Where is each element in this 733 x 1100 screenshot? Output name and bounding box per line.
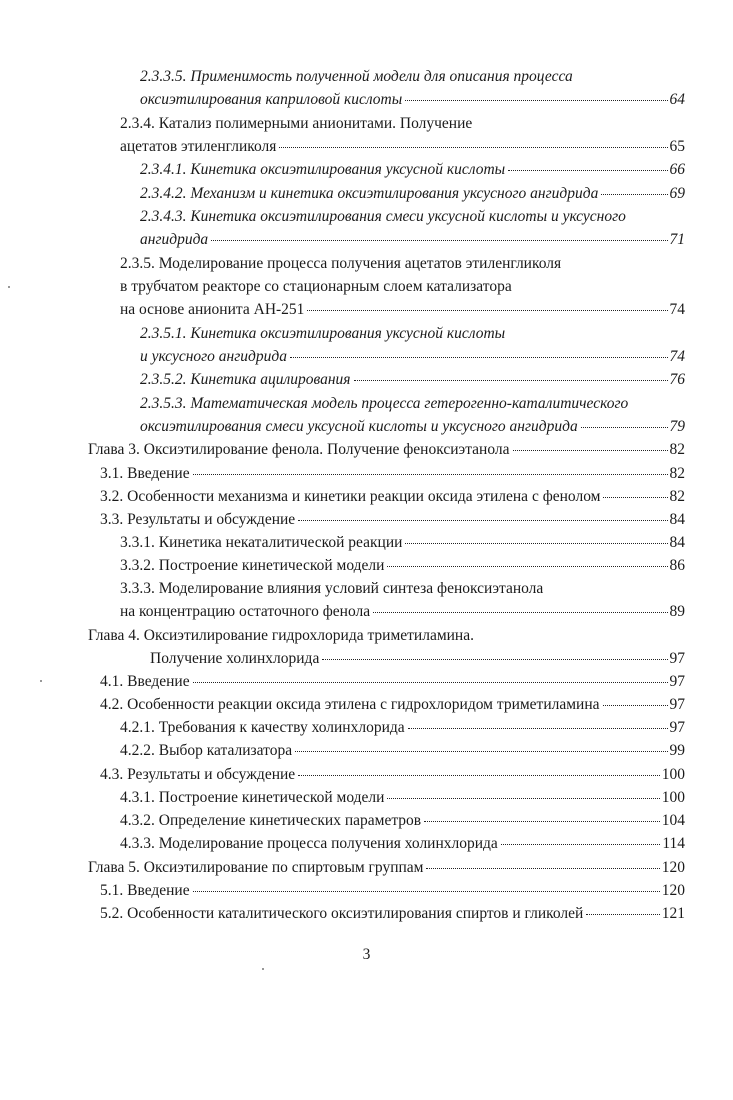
toc-page-number: 74 — [669, 348, 685, 365]
dot-leader — [295, 751, 667, 752]
dot-leader — [307, 310, 667, 311]
toc-entry-title: Глава 4. Оксиэтилирование гидрохлорида триметиламина. — [88, 627, 474, 644]
toc-entry[interactable] — [140, 322, 685, 368]
toc-page-number: 114 — [662, 835, 685, 852]
toc-entry-title: 4.2.1. Требования к качеству холинхлорида — [120, 719, 405, 736]
dot-leader — [513, 450, 668, 451]
toc-entry-title: 5.1. Введение — [100, 882, 190, 899]
toc-entry[interactable] — [100, 508, 685, 531]
toc-entry-title: 4.3.2. Определение кинетических параметров — [120, 812, 422, 829]
toc-entry-title: 2.3.4.1. Кинетика оксиэтилирования уксусной кислоты — [140, 161, 506, 178]
dot-leader — [426, 868, 659, 869]
dot-leader — [211, 240, 667, 241]
toc-entry-title: оксиэтилирования смеси уксусной кислоты и уксусного ангидрида — [140, 418, 578, 435]
toc-entry[interactable] — [100, 902, 685, 925]
toc-entry-title: 3.3. Результаты и обсуждение — [100, 511, 296, 528]
toc-entry-title: Получение холинхлорида — [150, 650, 320, 667]
toc-entry[interactable] — [120, 112, 685, 158]
dot-leader — [405, 100, 667, 101]
dot-leader — [603, 497, 667, 498]
toc-entry-title: 4.3. Результаты и обсуждение — [100, 766, 296, 783]
toc-page-number: 71 — [669, 231, 685, 248]
toc-entry-title: 3.3.1. Кинетика некаталитической реакции — [120, 534, 403, 551]
page-number: 3 — [362, 946, 371, 963]
dot-leader — [387, 798, 659, 799]
dot-leader — [298, 520, 667, 521]
toc-entry[interactable] — [120, 832, 685, 855]
toc-page-number: 86 — [669, 557, 685, 574]
toc-entry[interactable] — [88, 624, 685, 670]
dot-leader — [586, 914, 659, 915]
toc-entry[interactable] — [120, 554, 685, 577]
toc-entry-title: 2.3.5. Моделирование процесса получения ацетатов этиленгликоля — [120, 255, 562, 272]
toc-entry[interactable] — [120, 716, 685, 739]
toc-entry-title: 3.2. Особенности механизма и кинетики реакции оксида этилена с фенолом — [100, 488, 601, 505]
toc-entry[interactable] — [120, 739, 685, 762]
toc-entry[interactable] — [100, 462, 685, 485]
toc-entry-title: 4.3.3. Моделирование процесса получения холинхлорида — [120, 835, 498, 852]
scan-speck — [8, 286, 10, 288]
toc-entry-title: 2.3.5.1. Кинетика оксиэтилирования уксусной кислоты — [140, 325, 506, 342]
toc-page-number: 100 — [661, 789, 685, 806]
toc-page-number: 97 — [669, 696, 685, 713]
toc-entry-title: Глава 3. Оксиэтилирование фенола. Получение феноксиэтанола — [88, 441, 510, 458]
toc-page-number: 84 — [669, 534, 685, 551]
toc-entry[interactable] — [100, 693, 685, 716]
toc-entry[interactable] — [140, 368, 685, 391]
toc-entry-title: 3.3.3. Моделирование влияния условий синтеза феноксиэтанола — [120, 580, 544, 597]
dot-leader — [581, 427, 668, 428]
toc-entry[interactable] — [100, 670, 685, 693]
toc-page-number: 121 — [661, 905, 685, 922]
toc-entry-title: Глава 5. Оксиэтилирование по спиртовым группам — [88, 859, 424, 876]
toc-page-number: 84 — [669, 511, 685, 528]
toc-entry[interactable] — [100, 485, 685, 508]
toc-entry[interactable] — [120, 252, 685, 321]
dot-leader — [193, 682, 668, 683]
toc-entry-title: 4.1. Введение — [100, 673, 190, 690]
toc-entry-title: 2.3.3.5. Применимость полученной модели для описания процесса — [140, 68, 573, 85]
toc-page-number: 74 — [669, 301, 685, 318]
toc-page-number: 97 — [669, 650, 685, 667]
dot-leader — [405, 543, 667, 544]
toc-entry-title: 4.2. Особенности реакции оксида этилена с гидрохлоридом триметиламина — [100, 696, 600, 713]
toc-page-number: 97 — [669, 673, 685, 690]
toc-entry-title: 2.3.4.3. Кинетика оксиэтилирования смеси уксусной кислоты и уксусного — [140, 208, 626, 225]
dot-leader — [373, 612, 667, 613]
dot-leader — [601, 194, 667, 195]
toc-entry-title: на концентрацию остаточного фенола — [120, 603, 371, 620]
dot-leader — [193, 474, 668, 475]
toc-page-number: 97 — [669, 719, 685, 736]
toc-page-number: 66 — [669, 161, 685, 178]
toc-page-number: 89 — [669, 603, 685, 620]
toc-page-number: 82 — [669, 488, 685, 505]
toc-page-number: 82 — [669, 465, 685, 482]
toc-entry[interactable] — [120, 786, 685, 809]
toc-entry-title: 3.3.2. Построение кинетической модели — [120, 557, 385, 574]
toc-page-number: 69 — [669, 185, 685, 202]
scan-speck — [40, 680, 42, 682]
toc-page-number: 65 — [669, 138, 685, 155]
toc-entry[interactable] — [100, 763, 685, 786]
dot-leader — [354, 380, 668, 381]
toc-page-number: 64 — [669, 91, 685, 108]
toc-entry[interactable] — [140, 392, 685, 438]
dot-leader — [508, 170, 667, 171]
toc-entry[interactable] — [120, 577, 685, 623]
toc-page-number: 76 — [669, 371, 685, 388]
toc-entry[interactable] — [88, 438, 685, 461]
toc-entry-title: 2.3.4. Катализ полимерными анионитами. Получение — [120, 115, 473, 132]
dot-leader — [387, 566, 667, 567]
toc-entry-title: ангидрида — [140, 231, 209, 248]
toc-entry-title: на основе анионита АН-251 — [120, 301, 305, 318]
dot-leader — [501, 844, 661, 845]
toc-entry[interactable] — [120, 531, 685, 554]
toc-entry-title: в трубчатом реакторе со стационарным слоем катализатора — [120, 278, 512, 295]
toc-entry-title: 4.2.2. Выбор катализатора — [120, 742, 293, 759]
toc-entry-title: 2.3.4.2. Механизм и кинетика оксиэтилирования уксусного ангидрида — [140, 185, 599, 202]
toc-entry[interactable] — [120, 809, 685, 832]
dot-leader — [290, 357, 668, 358]
toc-page-number: 104 — [661, 812, 685, 829]
toc-entry-title: ацетатов этиленгликоля — [120, 138, 277, 155]
toc-entry-title: 5.2. Особенности каталитического оксиэтилирования спиртов и гликолей — [100, 905, 584, 922]
toc-page-number: 99 — [669, 742, 685, 759]
dot-leader — [408, 728, 668, 729]
dot-leader — [279, 147, 667, 148]
toc-entry[interactable] — [88, 856, 685, 879]
toc-entry[interactable] — [140, 205, 685, 251]
toc-entry-title: и уксусного ангидрида — [140, 348, 287, 365]
toc-page-number: 120 — [661, 882, 685, 899]
toc-entry-title: оксиэтилирования каприловой кислоты — [140, 91, 403, 108]
toc-page-number: 79 — [669, 418, 685, 435]
dot-leader — [424, 821, 660, 822]
dot-leader — [322, 659, 667, 660]
toc-entry[interactable] — [140, 182, 685, 205]
scan-speck — [262, 968, 264, 970]
toc-page-number: 82 — [669, 441, 685, 458]
toc-entry-title: 2.3.5.3. Математическая модель процесса гетерогенно-каталитического — [140, 395, 629, 412]
dot-leader — [603, 705, 668, 706]
toc-page-number: 100 — [661, 766, 685, 783]
toc-entry-title: 2.3.5.2. Кинетика ацилирования — [140, 371, 351, 388]
toc-entry-title: 4.3.1. Построение кинетической модели — [120, 789, 385, 806]
toc-entry-title: 3.1. Введение — [100, 465, 190, 482]
dot-leader — [298, 775, 660, 776]
toc-entry[interactable] — [100, 879, 685, 902]
toc-entry[interactable] — [140, 65, 685, 111]
toc-page-number: 120 — [661, 859, 685, 876]
dot-leader — [193, 891, 660, 892]
toc-entry[interactable] — [140, 158, 685, 181]
